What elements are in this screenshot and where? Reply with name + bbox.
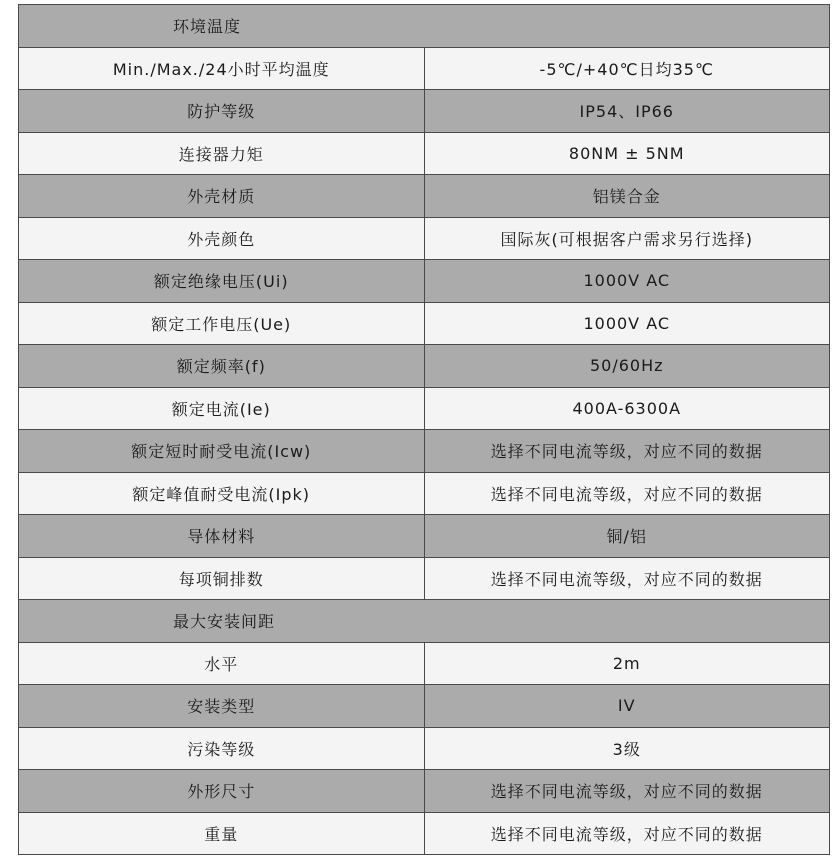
row-value: 1000V AC [424, 260, 830, 303]
row-label: 外壳颜色 [19, 217, 425, 260]
row-label: 导体材料 [19, 515, 425, 558]
row-label: 额定电流(Ie) [19, 387, 425, 430]
table-row [19, 515, 830, 558]
row-value: -5℃/+40℃日均35℃ [424, 47, 830, 90]
table-row [19, 175, 830, 218]
table-row [19, 132, 830, 175]
table-row [19, 345, 830, 388]
row-value: 1000V AC [424, 302, 830, 345]
section-header-row [19, 5, 830, 48]
row-label: 外壳材质 [19, 175, 425, 218]
table-row [19, 812, 830, 855]
row-value: 铜/铝 [424, 515, 830, 558]
table-row [19, 260, 830, 303]
row-value: 选择不同电流等级，对应不同的数据 [424, 472, 830, 515]
row-label: 额定工作电压(Ue) [19, 302, 425, 345]
row-value: 选择不同电流等级，对应不同的数据 [424, 770, 830, 813]
section-title: 环境温度 [19, 5, 830, 48]
row-value: 50/60Hz [424, 345, 830, 388]
table-row [19, 47, 830, 90]
table-row [19, 302, 830, 345]
table-row [19, 685, 830, 728]
row-label: 每项铜排数 [19, 557, 425, 600]
row-label: 重量 [19, 812, 425, 855]
row-label: 水平 [19, 642, 425, 685]
row-value: 选择不同电流等级，对应不同的数据 [424, 557, 830, 600]
row-value: 铝镁合金 [424, 175, 830, 218]
row-label: 外形尺寸 [19, 770, 425, 813]
row-value: 80NM ± 5NM [424, 132, 830, 175]
table-row [19, 727, 830, 770]
row-value: 3级 [424, 727, 830, 770]
row-label: 连接器力矩 [19, 132, 425, 175]
table-row [19, 472, 830, 515]
row-value: 2m [424, 642, 830, 685]
section-header-row [19, 600, 830, 643]
table-row [19, 217, 830, 260]
row-value: 选择不同电流等级，对应不同的数据 [424, 812, 830, 855]
row-value: 选择不同电流等级，对应不同的数据 [424, 430, 830, 473]
table-row [19, 387, 830, 430]
row-label: 防护等级 [19, 90, 425, 133]
row-label: 污染等级 [19, 727, 425, 770]
spec-table-body [19, 5, 830, 855]
row-label: 额定短时耐受电流(Icw) [19, 430, 425, 473]
row-value: IV [424, 685, 830, 728]
row-label: 额定频率(f) [19, 345, 425, 388]
table-row [19, 90, 830, 133]
table-row [19, 770, 830, 813]
spec-table [18, 4, 830, 855]
table-row [19, 557, 830, 600]
table-row [19, 642, 830, 685]
row-value: IP54、IP66 [424, 90, 830, 133]
section-title: 最大安装间距 [19, 600, 830, 643]
row-label: 安装类型 [19, 685, 425, 728]
row-value: 国际灰(可根据客户需求另行选择) [424, 217, 830, 260]
row-label: 额定绝缘电压(Ui) [19, 260, 425, 303]
row-label: Min./Max./24小时平均温度 [19, 47, 425, 90]
table-row [19, 430, 830, 473]
row-label: 额定峰值耐受电流(Ipk) [19, 472, 425, 515]
row-value: 400A-6300A [424, 387, 830, 430]
